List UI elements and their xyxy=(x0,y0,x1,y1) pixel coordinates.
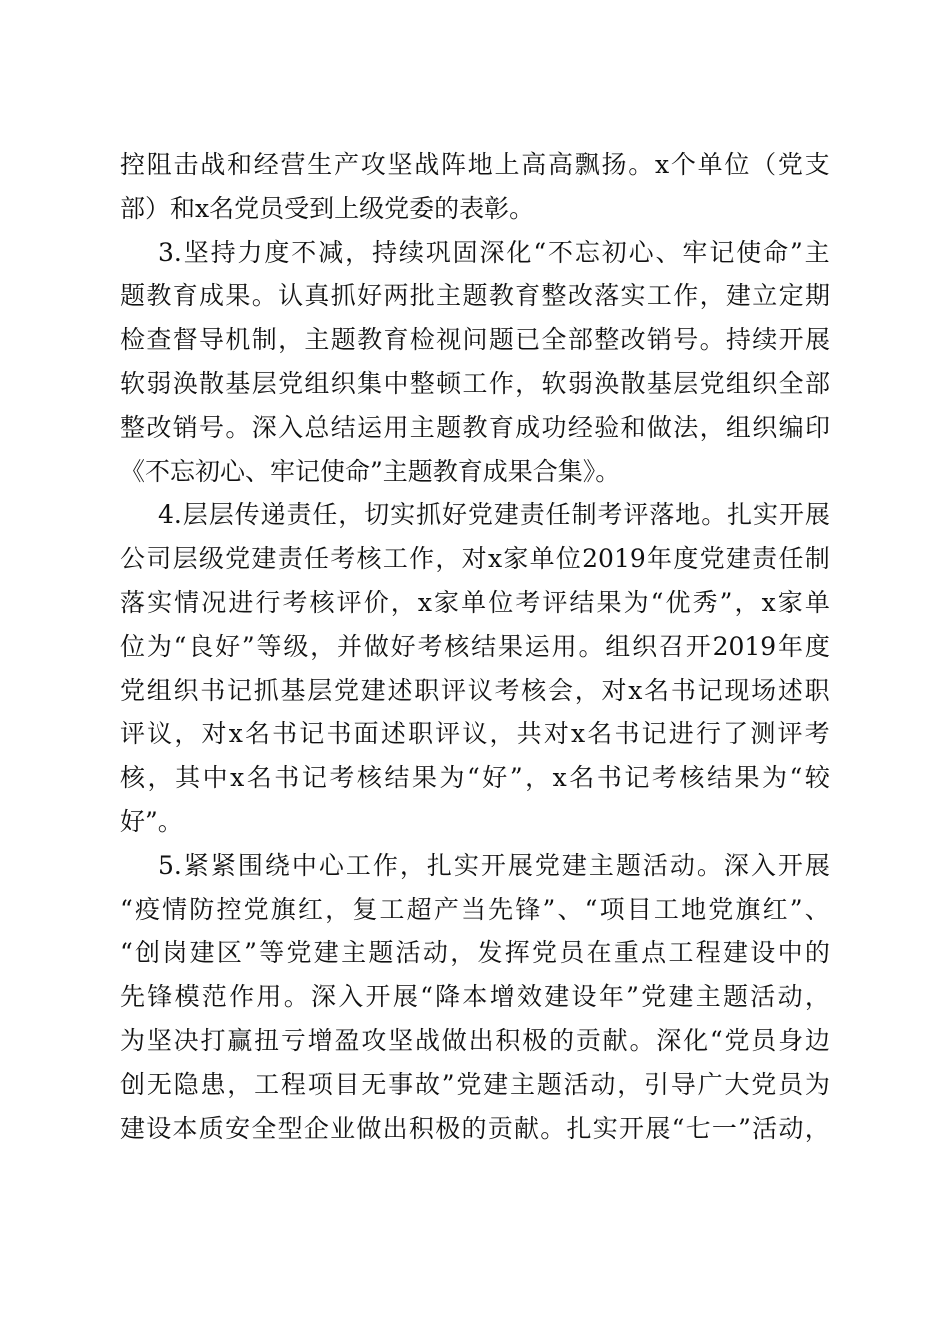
text-line: 位 为 “ 良 好 ” 等 级 ， 并 做 好 考 核 结 果 运 用 。 组 织 召 开 2019 年 度 xyxy=(120,631,830,661)
text-line: “ 创 岗 建 区 ” 等 党 建 主 题 活 动 ， 发 挥 党 员 在 重 点 工 程 建 设 中 的 xyxy=(120,938,830,968)
text-line: 3. 坚 持 力 度 不 减 ， 持 续 巩 固 深 化 “ 不 忘 初 心 、 牢 记 使 命 ” 主 xyxy=(158,237,830,267)
text-line: 好”。 xyxy=(120,806,183,836)
text-line: 题 教 育 成 果 。 认 真 抓 好 两 批 主 题 教 育 整 改 落 实 工 作 ， 建 立 定 期 xyxy=(120,281,830,311)
text-line: 部）和x名党员受到上级党委的表彰。 xyxy=(120,193,535,223)
text-line: 为 坚 决 打 赢 扭 亏 增 盈 攻 坚 战 做 出 积 极 的 贡 献 。 深 化 “ 党 员 身 边 xyxy=(120,1025,830,1055)
text-line: 控 阻 击 战 和 经 营 生 产 攻 坚 战 阵 地 上 高 高 飘 扬 。 x 个 单 位 （ 党 支 xyxy=(120,150,830,179)
text-line: 建 设 本 质 安 全 型 企 业 做 出 积 极 的 贡 献 。 扎 实 开 展 “ 七 一 ” 活 动 ， xyxy=(120,1113,830,1143)
body-text xyxy=(120,143,830,1150)
text-line: 4. 层 层 传 递 责 任 ， 切 实 抓 好 党 建 责 任 制 考 评 落 地 。 扎 实 开 展 xyxy=(158,500,830,530)
text-line: 《不忘初心、牢记使命”主题教育成果合集》。 xyxy=(120,456,621,486)
text-line: 软 弱 涣 散 基 层 党 组 织 集 中 整 顿 工 作 ， 软 弱 涣 散 基 层 党 组 织 全 部 xyxy=(120,368,830,398)
text-line: 落 实 情 况 进 行 考 核 评 价 ， x 家 单 位 考 评 结 果 为 “ 优 秀 ” ， x 家 单 xyxy=(120,587,830,617)
text-line: 核 ， 其 中 x 名 书 记 考 核 结 果 为 “ 好 ” ， x 名 书 记 考 核 结 果 为 “ 较 xyxy=(120,763,830,793)
text-line: 评 议 ， 对 x 名 书 记 书 面 述 职 评 议 ， 共 对 x 名 书 记 进 行 了 测 评 考 xyxy=(120,719,830,749)
text-line: 5. 紧 紧 围 绕 中 心 工 作 ， 扎 实 开 展 党 建 主 题 活 动 。 深 入 开 展 xyxy=(158,850,830,880)
text-line: 先 锋 模 范 作 用 。 深 入 开 展 “ 降 本 增 效 建 设 年 ” 党 建 主 题 活 动 ， xyxy=(120,982,830,1012)
text-line: 整 改 销 号 。 深 入 总 结 运 用 主 题 教 育 成 功 经 验 和 做 法 ， 组 织 编 印 xyxy=(120,412,830,442)
text-line: 党 组 织 书 记 抓 基 层 党 建 述 职 评 议 考 核 会 ， 对 x 名 书 记 现 场 述 职 xyxy=(120,675,830,705)
text-line: 检 查 督 导 机 制 ， 主 题 教 育 检 视 问 题 已 全 部 整 改 销 号 。 持 续 开 展 xyxy=(120,325,830,355)
text-line: 公 司 层 级 党 建 责 任 考 核 工 作 ， 对 x 家 单 位 2019 年 度 党 建 责 任 制 xyxy=(120,544,830,574)
text-line: “ 疫 情 防 控 党 旗 红 ， 复 工 超 产 当 先 锋 ” 、 “ 项 目 工 地 党 旗 红 ” 、 xyxy=(120,894,830,924)
text-line: 创 无 隐 患 ， 工 程 项 目 无 事 故 ” 党 建 主 题 活 动 ， 引 导 广 大 党 员 为 xyxy=(120,1069,830,1099)
